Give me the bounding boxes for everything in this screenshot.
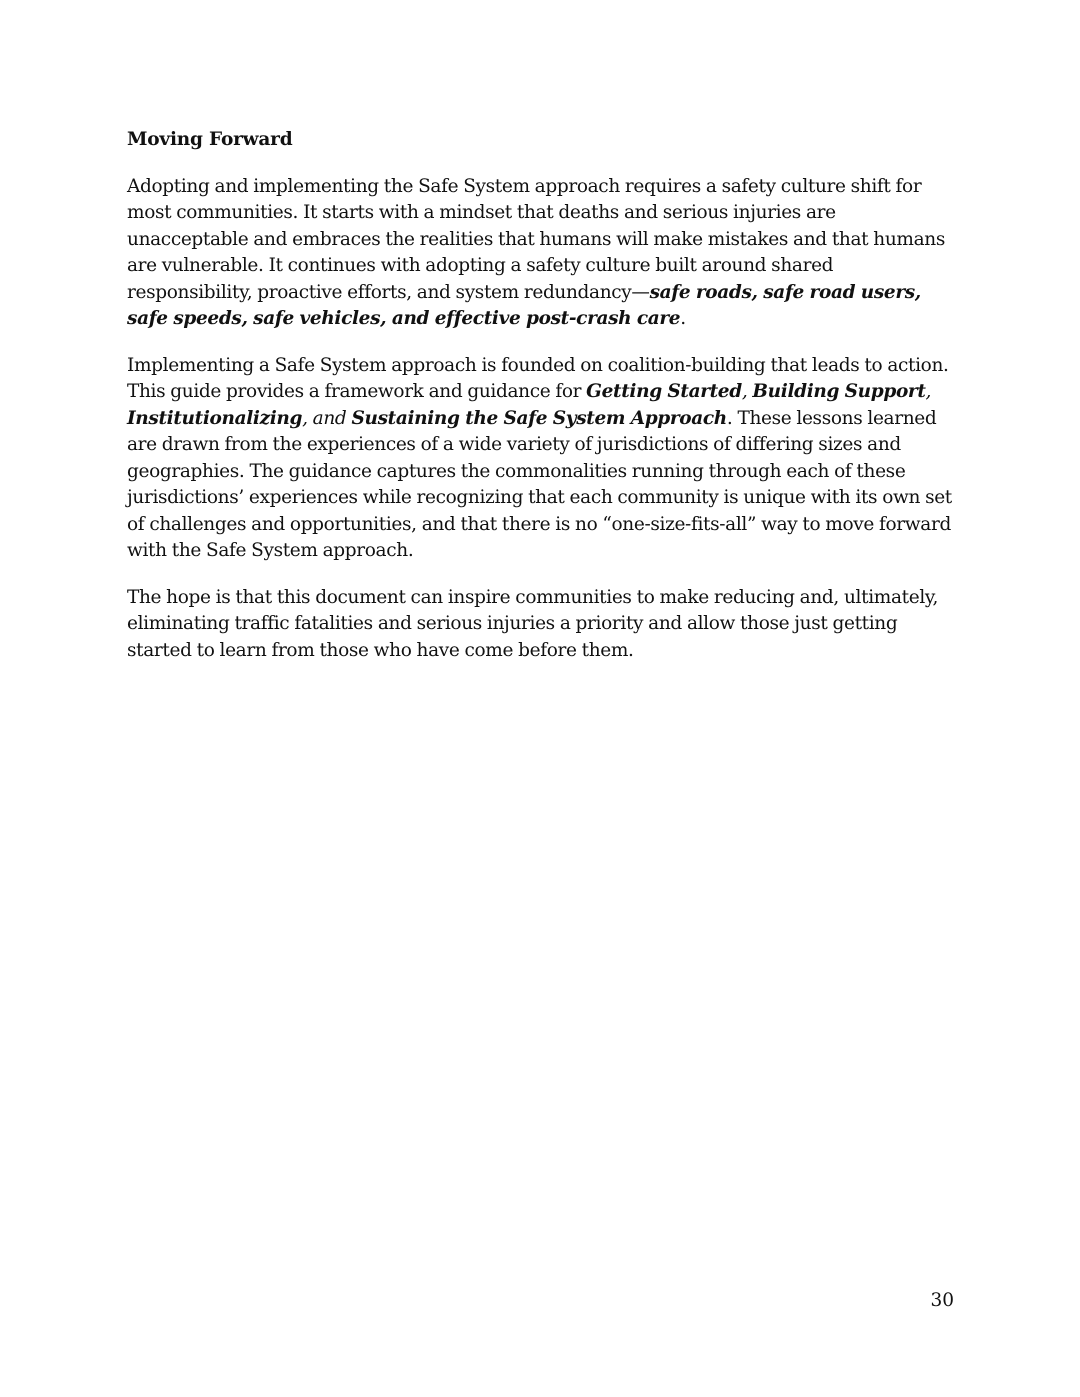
page-content [127,127,959,684]
paragraph-1-emphasis: safe roads, safe road users, safe speeds, safe vehicles, and effective post-crash care [127,281,921,329]
paragraph-coalition-building [127,353,959,565]
paragraph-2-rest: . These lessons learned are drawn from the experiences of a wide variety of jurisdictions of differing sizes and geographies. The guidance captures the commonalities running through each of these jurisdictions’ experiences while recognizing that each community is unique with its own set of challenges and opportunities, and that there is no “one-size-fits-all” way to move forward with the Safe System approach. [127,407,952,561]
term-building-support: Building Support [752,381,926,402]
section-heading: Moving Forward [127,129,293,150]
paragraph-2-start: Implementing a Safe System approach is founded on coalition-building that leads to action. This guide provides a framework and guidance for [127,354,949,402]
separator-2: , [925,381,932,402]
page-number: 30 [930,1290,954,1311]
paragraph-hope: The hope is that this document can inspire communities to make reducing and, ultimately, eliminating traffic fatalities and serious injuries a priority and allow those just getting started to learn from those who have come before them. [127,586,939,661]
term-institutionalizing: Institutionalizing [127,407,303,429]
term-getting-started: Getting Started [586,381,742,402]
separator-1: , [741,381,753,402]
term-sustaining: Sustaining the Safe System Approach [351,407,727,429]
paragraph-1-text: Adopting and implementing the Safe System approach requires a safety culture shift for most communities. It starts with a mindset that deaths and serious injuries are unacceptable and embraces the realities that humans will make mistakes and that humans are vulnerable. It continues with adopting a safety culture built around shared responsibility, proactive efforts, and system redundancy— [127,175,945,303]
separator-3: , and [302,407,352,429]
paragraph-1-end: . [680,308,686,329]
paragraph-safety-culture [127,174,959,333]
